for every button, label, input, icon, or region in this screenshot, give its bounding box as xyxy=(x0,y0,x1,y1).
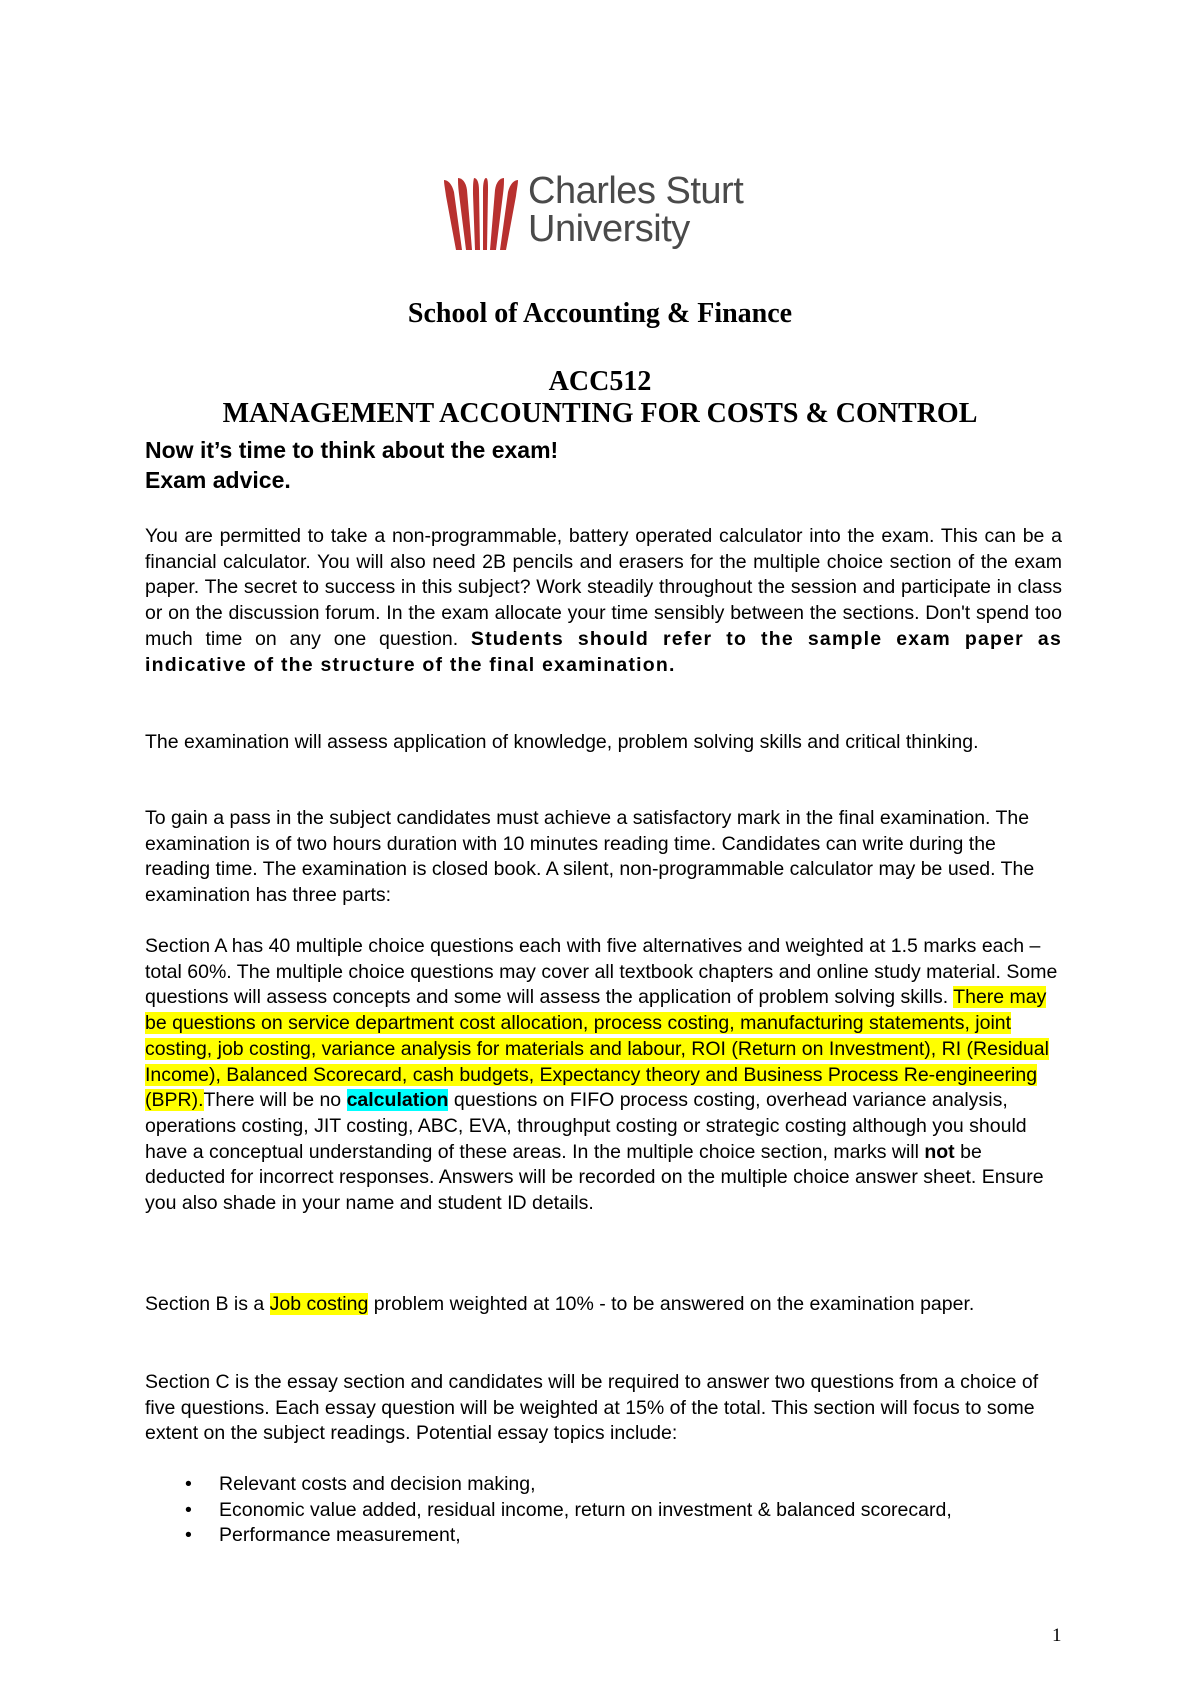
section-c-paragraph: Section C is the essay section and candidates will be required to answer two questions from a choice of five questions. Each essay question will be weighted at 15% of the total. This section will focus to some extent on the subject readings. Potential essay topics include: xyxy=(145,1371,1039,1445)
pass-requirements-paragraph: To gain a pass in the subject candidates must achieve a satisfactory mark in the final examination. The examination is of two hours duration with 10 minutes reading time. Candidates can write during the reading time. The examination is closed book. A silent, non-programmable calculator may be used. The examination has three parts: xyxy=(145,807,1035,907)
topic-text: Performance measurement, xyxy=(219,1524,461,1547)
exam-advice-heading: Exam advice. xyxy=(145,467,291,493)
section-a-intro: Section A has 40 multiple choice questions each with five alternatives and weighted at 1.5 marks each – total 60%. The multiple choice questions may cover all textbook chapters and online study material. Some questions will assess concepts and some will assess the application of problem solving skills. xyxy=(145,935,1058,1009)
logo-text-line1: Charles Sturt xyxy=(528,170,744,212)
topic-text: Economic value added, residual income, return on investment & balanced scorecard, xyxy=(219,1498,952,1521)
calculator-paragraph xyxy=(145,524,1062,678)
assessment-paragraph: The examination will assess application of knowledge, problem solving skills and critical thinking. xyxy=(145,731,979,753)
section-a-topics-highlight: There may be questions on service department cost allocation, process costing, manufacturing statements, joint costing, job costing, variance analysis for materials and labour, ROI (Return on Investment), RI (Residual Income), Balanced Scorecard, cash budgets, Expectancy theory and Business Process Re-engineering (BPR). xyxy=(145,986,1049,1112)
job-costing-highlight: Job costing xyxy=(269,1293,369,1315)
exam-heading: Now it’s time to think about the exam! xyxy=(145,437,559,463)
calculation-highlight: calculation xyxy=(346,1089,449,1112)
csu-emblem-icon xyxy=(442,176,520,254)
list-item xyxy=(145,1472,952,1498)
list-item xyxy=(145,1498,952,1524)
bullet: • xyxy=(185,1498,192,1521)
section-a-paragraph xyxy=(145,934,1062,1217)
list-item xyxy=(145,1523,952,1549)
logo-text-line2: University xyxy=(528,208,690,250)
subject-title: MANAGEMENT ACCOUNTING FOR COSTS & CONTROL xyxy=(222,398,978,429)
school-title: School of Accounting & Finance xyxy=(407,298,793,329)
bullet: • xyxy=(185,1473,192,1495)
section-b-end: problem weighted at 10% - to be answered on the examination paper. xyxy=(368,1293,975,1315)
section-a-no-calc: There will be no xyxy=(203,1089,347,1112)
section-a-excluded: questions on FIFO process costing, overhead variance analysis, operations costing, JIT costing, ABC, EVA, throughput costing or strategic costing although you should have a conceptual understanding of these areas. In the multiple choice section, marks will xyxy=(145,1089,1027,1163)
university-logo xyxy=(442,172,772,262)
section-b-intro: Section B is a xyxy=(145,1293,270,1315)
section-b-paragraph xyxy=(145,1292,1062,1318)
not-emphasis: not xyxy=(924,1140,955,1163)
section-a-end: be deducted for incorrect responses. Answers will be recorded on the multiple choice answer sheet. Ensure you also shade in your name and student ID details. xyxy=(145,1140,1044,1215)
sample-exam-note: Students should refer to the sample exam paper as indicative of the structure of the final examination. xyxy=(145,627,1062,676)
essay-topics-list xyxy=(145,1472,952,1549)
page-number: 1 xyxy=(1052,1625,1062,1646)
calculator-text: You are permitted to take a non-programmable, battery operated calculator into the exam. This can be a financial calculator. You will also need 2B pencils and erasers for the multiple choice section of the exam paper. The secret to success in this subject? Work steadily throughout the session and participate in class or on the discussion forum. In the exam allocate your time sensibly between the sections. Don't spend too much time on any one question. xyxy=(145,525,1062,650)
bullet: • xyxy=(185,1524,192,1547)
topic-text: Relevant costs and decision making, xyxy=(219,1473,536,1495)
subject-code: ACC512 xyxy=(548,366,652,397)
